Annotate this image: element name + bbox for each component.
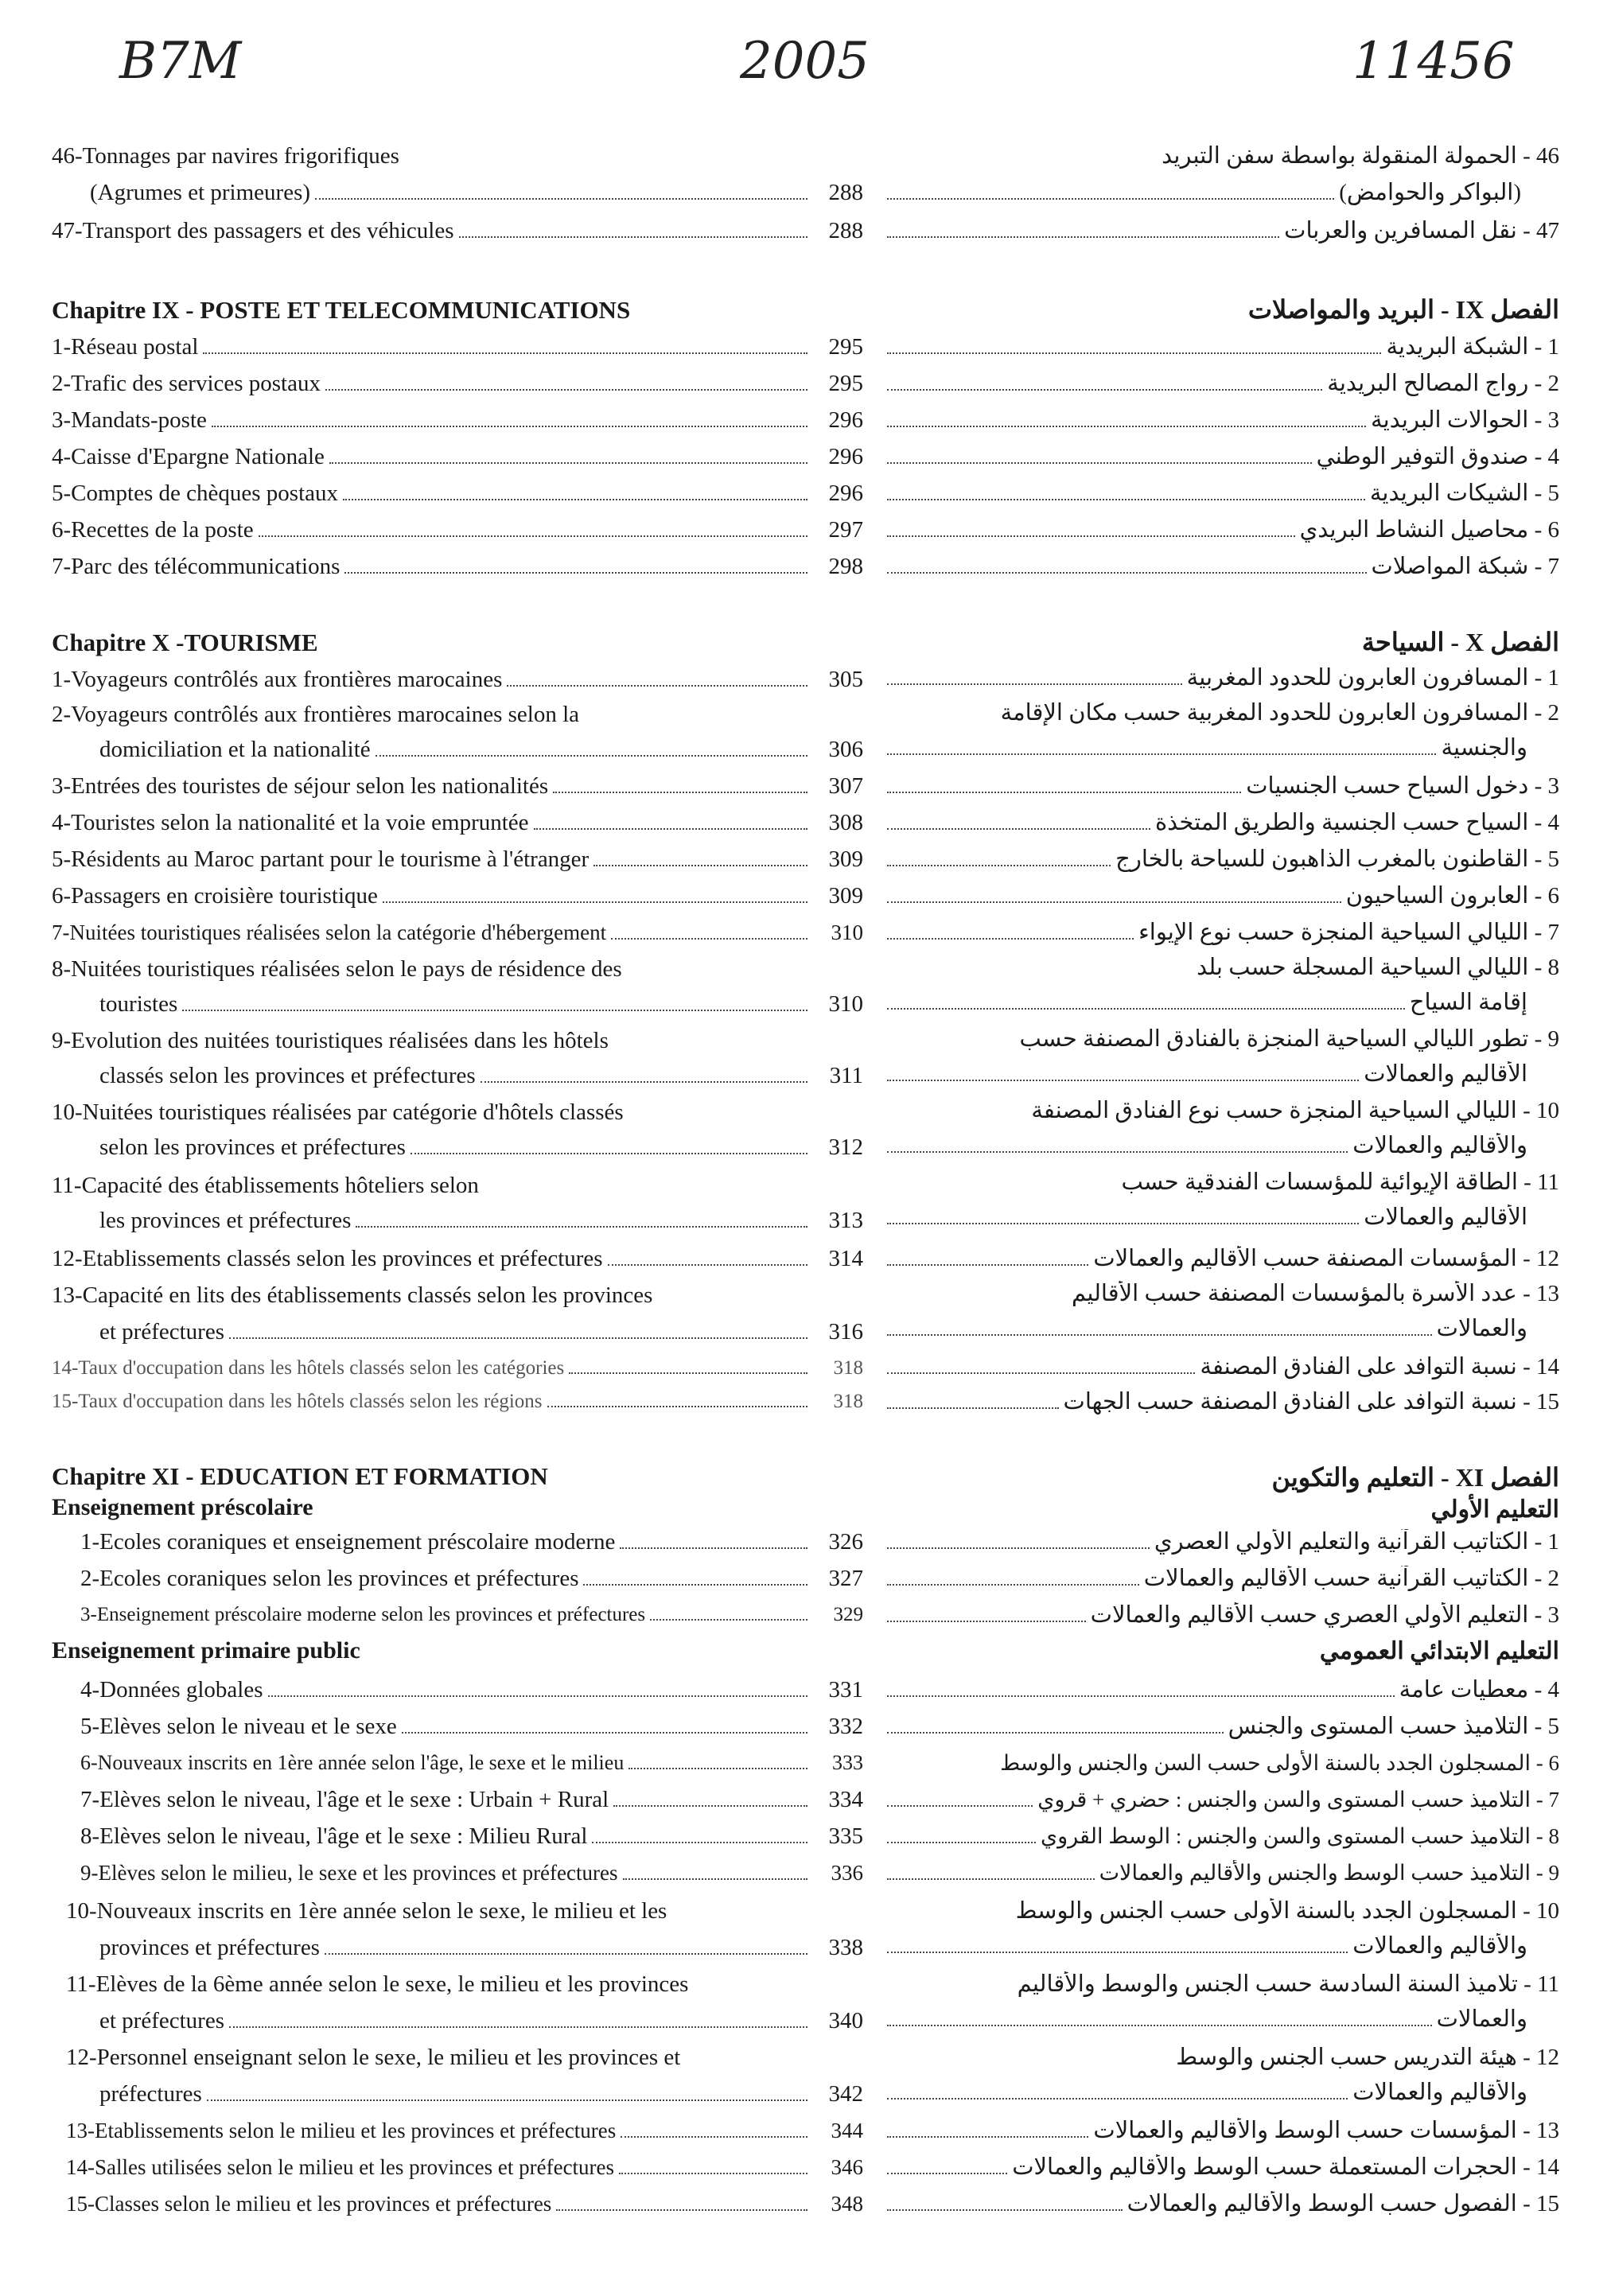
toc-entry[interactable]: 12-Etablissements classés selon les provinces et préfectures 314 <box>52 1246 863 1271</box>
toc-entry-ar[interactable]: والأقاليم والعمالات <box>887 1133 1559 1159</box>
toc-entry-ar[interactable]: 47 - نقل المسافرين والعربات <box>887 218 1559 244</box>
toc-entry[interactable]: 4-Caisse d'Epargne Nationale 296 <box>52 444 863 469</box>
toc-entry[interactable]: 10-Nuitées touristiques réalisées par catégorie d'hôtels classés <box>52 1099 624 1125</box>
toc-entry-ar[interactable]: 1 - الشبكة البريدية <box>887 334 1559 360</box>
toc-entry[interactable]: 1-Voyageurs contrôlés aux frontières marocaines 305 <box>52 667 863 692</box>
toc-entry-ar[interactable]: والعمالات <box>887 1316 1559 1342</box>
toc-entry[interactable]: 10-Nouveaux inscrits en 1ère année selon le sexe, le milieu et les <box>66 1898 667 1924</box>
toc-entry[interactable]: 9-Elèves selon le milieu, le sexe et les provinces et préfectures 336 <box>80 1861 863 1885</box>
toc-entry-ar[interactable]: والعمالات <box>887 2006 1559 2033</box>
toc-entry-ar[interactable]: والجنسية <box>887 735 1559 761</box>
toc-entry[interactable]: 11-Elèves de la 6ème année selon le sexe, le milieu et les provinces <box>66 1971 689 1997</box>
toc-entry-ar[interactable]: 5 - الشيكات البريدية <box>887 481 1559 507</box>
toc-entry-ar[interactable]: 1 - الكتاتيب القرآنية والتعليم الأولي العصري <box>887 1529 1559 1555</box>
toc-entry-ar[interactable]: 6 - المسجلون الجدد بالسنة الأولى حسب السن والجنس والوسط <box>1000 1751 1559 1775</box>
section-subheading-ar: التعليم الأولي <box>1430 1496 1559 1523</box>
toc-entry[interactable]: 1-Ecoles coraniques et enseignement préscolaire moderne 326 <box>80 1529 863 1555</box>
handwritten-note-left: B7M <box>119 32 242 91</box>
section-subheading-ar: التعليم الابتدائي العمومي <box>1319 1638 1559 1664</box>
toc-entry[interactable]: 5-Elèves selon le niveau et le sexe 332 <box>80 1714 863 1739</box>
toc-entry[interactable]: domiciliation et la nationalité 306 <box>99 737 863 762</box>
toc-entry-ar[interactable]: 5 - القاطنون بالمغرب الذاهبون للسياحة بالخارج <box>887 846 1559 873</box>
toc-entry-ar[interactable]: والأقاليم والعمالات <box>887 1933 1559 1959</box>
toc-entry-ar[interactable]: 8 - التلاميذ حسب المستوى والسن والجنس : الوسط القروي <box>887 1823 1559 1850</box>
toc-entry[interactable]: classés selon les provinces et préfectures 311 <box>99 1063 863 1088</box>
toc-entry-ar[interactable]: 7 - التلاميذ حسب المستوى والسن والجنس : حضري + قروي <box>887 1787 1559 1813</box>
toc-entry-ar[interactable]: 15 - الفصول حسب الوسط والأقاليم والعمالات <box>887 2191 1559 2217</box>
toc-entry[interactable]: 9-Evolution des nuitées touristiques réalisées dans les hôtels <box>52 1028 609 1053</box>
toc-entry-ar[interactable]: 3 - التعليم الأولي العصري حسب الأقاليم والعمالات <box>887 1602 1559 1629</box>
toc-entry-ar[interactable]: 11 - تلاميذ السنة السادسة حسب الجنس والوسط والأقاليم <box>1017 1971 1559 1997</box>
toc-entry-ar[interactable]: الأقاليم والعمالات <box>887 1204 1559 1231</box>
toc-entry-ar[interactable]: 13 - المؤسسات حسب الوسط والأقاليم والعمالات <box>887 2118 1559 2144</box>
toc-entry-ar[interactable]: 4 - معطيات عامة <box>887 1677 1559 1703</box>
toc-entry[interactable]: et préfectures 316 <box>99 1319 863 1345</box>
chapter-heading: Chapitre X -TOURISME <box>52 628 318 656</box>
toc-entry-ar[interactable]: 9 - تطور الليالي السياحية المنجزة بالفنادق المصنفة حسب <box>1019 1026 1559 1052</box>
toc-entry-ar[interactable]: (البواكر والحوامض) <box>887 180 1559 206</box>
handwritten-year: 2005 <box>740 32 870 91</box>
toc-entry-ar[interactable]: 7 - الليالي السياحية المنجزة حسب نوع الإيواء <box>887 920 1559 946</box>
toc-entry[interactable]: (Agrumes et primeures) 288 <box>90 180 863 205</box>
toc-entry[interactable]: 7-Nuitées touristiques réalisées selon la catégorie d'hébergement 310 <box>52 920 863 944</box>
chapter-heading-ar: الفصل XI - التعليم والتكوين <box>1271 1463 1559 1492</box>
chapter-heading-ar: الفصل X - السياحة <box>1361 628 1559 656</box>
toc-entry[interactable]: 5-Résidents au Maroc partant pour le tourisme à l'étranger 309 <box>52 846 863 872</box>
toc-entry[interactable]: 3-Enseignement préscolaire moderne selon les provinces et préfectures 329 <box>80 1604 863 1625</box>
toc-entry[interactable]: 6-Nouveaux inscrits en 1ère année selon l'âge, le sexe et le milieu 333 <box>80 1751 863 1774</box>
toc-entry[interactable]: 12-Personnel enseignant selon le sexe, le milieu et les provinces et <box>66 2045 681 2070</box>
toc-entry[interactable]: 14-Salles utilisées selon le milieu et les provinces et préfectures 346 <box>66 2155 863 2179</box>
toc-entry[interactable]: 2-Ecoles coraniques selon les provinces et préfectures 327 <box>80 1566 863 1591</box>
toc-entry[interactable]: 8-Elèves selon le niveau, l'âge et le sexe : Milieu Rural 335 <box>80 1823 863 1849</box>
toc-entry-ar[interactable]: 3 - دخول السياح حسب الجنسيات <box>887 773 1559 800</box>
toc-entry-ar[interactable]: 10 - الليالي السياحية المنجزة حسب نوع الفنادق المصنفة <box>1031 1098 1559 1123</box>
toc-entry-ar[interactable]: 13 - عدد الأسرة بالمؤسسات المصنفة حسب الأقاليم <box>1072 1281 1559 1306</box>
toc-entry-ar[interactable]: 3 - الحوالات البريدية <box>887 407 1559 434</box>
toc-entry-ar[interactable]: 14 - الحجرات المستعملة حسب الوسط والأقاليم والعمالات <box>887 2154 1559 2181</box>
toc-entry-ar[interactable]: 10 - المسجلون الجدد بالسنة الأولى حسب الجنس والوسط <box>1015 1898 1559 1924</box>
toc-entry[interactable]: 7-Elèves selon le niveau, l'âge et le sexe : Urbain + Rural 334 <box>80 1787 863 1812</box>
toc-entry[interactable]: préfectures 342 <box>99 2081 863 2107</box>
chapter-heading-ar: الفصل IX - البريد والمواصلات <box>1247 295 1559 324</box>
toc-entry[interactable]: selon les provinces et préfectures 312 <box>99 1134 863 1160</box>
toc-entry-ar[interactable]: 6 - العابرون السياحيون <box>887 883 1559 909</box>
toc-entry-ar[interactable]: والأقاليم والعمالات <box>887 2080 1559 2106</box>
toc-entry-ar[interactable]: 2 - رواج المصالح البريدية <box>887 371 1559 397</box>
toc-entry[interactable]: 6-Passagers en croisière touristique 309 <box>52 883 863 909</box>
toc-entry[interactable]: les provinces et préfectures 313 <box>99 1208 863 1233</box>
section-subheading: Enseignement primaire public <box>52 1637 360 1664</box>
toc-entry[interactable]: 14-Taux d'occupation dans les hôtels classés selon les catégories 318 <box>52 1357 863 1379</box>
chapter-heading: Chapitre IX - POSTE ET TELECOMMUNICATIONS <box>52 296 631 324</box>
toc-entry-ar[interactable]: 15 - نسبة التوافد على الفنادق المصنفة حسب الجهات <box>887 1389 1559 1415</box>
toc-entry[interactable]: et préfectures 340 <box>99 2008 863 2033</box>
toc-entry[interactable]: 13-Capacité en lits des établissements classés selon les provinces <box>52 1282 653 1308</box>
toc-entry[interactable]: 4-Touristes selon la nationalité et la voie empruntée 308 <box>52 810 863 835</box>
toc-entry[interactable]: 13-Etablissements selon le milieu et les provinces et préfectures 344 <box>66 2119 863 2142</box>
toc-entry[interactable]: 2-Trafic des services postaux 295 <box>52 371 863 396</box>
toc-entry-ar[interactable]: 46 - الحمولة المنقولة بواسطة سفن التبريد <box>1162 143 1559 169</box>
toc-entry[interactable]: 3-Mandats-poste 296 <box>52 407 863 433</box>
toc-entry-ar[interactable]: 5 - التلاميذ حسب المستوى والجنس <box>887 1714 1559 1740</box>
toc-entry[interactable]: 11-Capacité des établissements hôteliers selon <box>52 1173 479 1198</box>
toc-entry-ar[interactable]: 7 - شبكة المواصلات <box>887 554 1559 580</box>
toc-entry[interactable]: 5-Comptes de chèques postaux 296 <box>52 481 863 506</box>
toc-entry[interactable]: 6-Recettes de la poste 297 <box>52 517 863 543</box>
toc-entry-ar[interactable]: 12 - المؤسسات المصنفة حسب الأقاليم والعمالات <box>887 1246 1559 1272</box>
toc-entry-ar[interactable]: إقامة السياح <box>887 990 1559 1016</box>
toc-entry-ar[interactable]: الأقاليم والعمالات <box>887 1061 1559 1088</box>
toc-entry-ar[interactable]: 2 - المسافرون العابرون للحدود المغربية حسب مكان الإقامة <box>1000 700 1559 726</box>
toc-entry-ar[interactable]: 4 - السياح حسب الجنسية والطريق المتخذة <box>887 810 1559 836</box>
toc-entry-ar[interactable]: 1 - المسافرون العابرون للحدود المغربية <box>887 665 1559 691</box>
toc-entry[interactable]: 8-Nuitées touristiques réalisées selon le pays de résidence des <box>52 956 622 982</box>
toc-entry-ar[interactable]: 9 - التلاميذ حسب الوسط والجنس والأقاليم والعمالات <box>887 1860 1559 1886</box>
toc-entry-ar[interactable]: 6 - محاصيل النشاط البريدي <box>887 517 1559 543</box>
toc-entry[interactable]: 47-Transport des passagers et des véhicules 288 <box>52 218 863 243</box>
toc-entry-ar[interactable]: 11 - الطاقة الإيوائية للمؤسسات الفندقية حسب <box>1121 1169 1559 1195</box>
toc-entry[interactable]: 3-Entrées des touristes de séjour selon les nationalités 307 <box>52 773 863 799</box>
toc-entry[interactable]: 1-Réseau postal 295 <box>52 334 863 360</box>
toc-entry[interactable]: 2-Voyageurs contrôlés aux frontières marocaines selon la <box>52 702 580 727</box>
toc-entry-ar[interactable]: 14 - نسبة التوافد على الفنادق المصنفة <box>887 1354 1559 1380</box>
chapter-heading: Chapitre XI - EDUCATION ET FORMATION <box>52 1462 548 1490</box>
toc-entry-ar[interactable]: 8 - الليالي السياحية المسجلة حسب بلد <box>1197 955 1559 980</box>
handwritten-note-right: 11456 <box>1352 32 1515 91</box>
toc-entry-ar[interactable]: 2 - الكتاتيب القرآنية حسب الأقاليم والعمالات <box>887 1566 1559 1592</box>
toc-entry[interactable]: touristes 310 <box>99 991 863 1017</box>
section-subheading: Enseignement préscolaire <box>52 1494 313 1520</box>
toc-entry[interactable]: 15-Taux d'occupation dans les hôtels classés selon les régions 318 <box>52 1391 863 1412</box>
toc-entry[interactable]: 15-Classes selon le milieu et les provinces et préfectures 348 <box>66 2192 863 2216</box>
toc-entry[interactable]: provinces et préfectures 338 <box>99 1935 863 1960</box>
toc-entry-ar[interactable]: 12 - هيئة التدريس حسب الجنس والوسط <box>1176 2045 1559 2070</box>
toc-entry[interactable]: 7-Parc des télécommunications 298 <box>52 554 863 579</box>
toc-entry-ar[interactable]: 4 - صندوق التوفير الوطني <box>887 444 1559 470</box>
toc-entry[interactable]: 4-Données globales 331 <box>80 1677 863 1703</box>
toc-entry[interactable]: 46-Tonnages par navires frigorifiques <box>52 143 399 169</box>
